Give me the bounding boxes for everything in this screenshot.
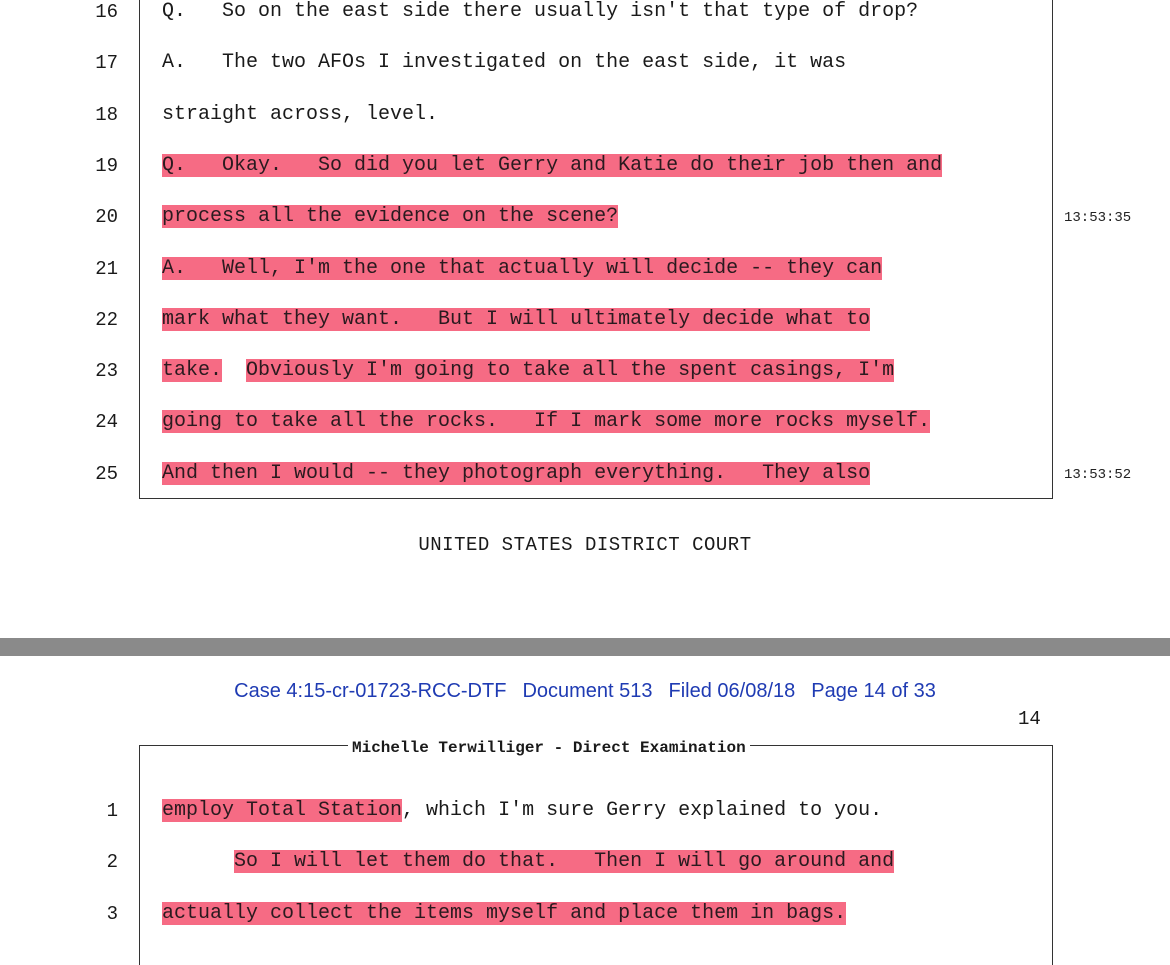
transcript-line <box>162 462 870 486</box>
transcript-line <box>162 103 438 127</box>
line-number: 20 <box>95 206 118 229</box>
line-number: 21 <box>95 257 118 280</box>
filed-date: Filed 06/08/18 <box>668 680 796 702</box>
page-separator <box>0 638 1170 656</box>
timestamp: 13:53:52 <box>1064 466 1132 483</box>
highlighted-text: Obviously I'm going to take all the spent casings, I'm <box>246 359 895 383</box>
case-number: Case 4:15-cr-01723-RCC-DTF <box>234 680 507 702</box>
line-number: 24 <box>95 411 118 434</box>
transcript-line <box>162 154 942 178</box>
highlighted-text: going to take all the rocks. If I mark some more rocks myself. <box>162 410 931 434</box>
timestamp: 13:53:35 <box>1064 210 1132 227</box>
transcript-line <box>162 410 930 434</box>
transcript-line <box>162 902 846 926</box>
line-number: 25 <box>95 462 118 485</box>
section-title: Michelle Terwilliger - Direct Examination <box>348 738 750 758</box>
line-number: 19 <box>95 154 118 177</box>
page-count: Page 14 of 33 <box>811 680 936 702</box>
line-number: 2 <box>106 851 118 874</box>
line-number: 16 <box>95 1 118 23</box>
transcript-line <box>162 51 846 75</box>
transcript-line <box>162 0 918 24</box>
line-text: , which I'm sure Gerry explained to you. <box>402 799 883 822</box>
transcript-page-14 <box>0 656 1170 954</box>
highlighted-text: A. Well, I'm the one that actually will decide -- they can <box>162 256 883 280</box>
line-number: 1 <box>106 800 118 822</box>
line-number: 22 <box>95 308 118 331</box>
transcript-line <box>162 850 894 874</box>
transcript-line <box>162 359 894 383</box>
line-text <box>162 850 234 873</box>
page-number: 14 <box>1018 708 1041 730</box>
line-text: Q. So on the east side there usually isn't that type of drop? <box>162 0 919 23</box>
line-text <box>222 359 246 382</box>
highlighted-text: employ Total Station <box>162 799 403 822</box>
highlighted-text: And then I would -- they photograph everything. They also <box>162 461 871 485</box>
line-text: straight across, level. <box>162 102 439 126</box>
filing-header <box>0 680 1170 703</box>
page-footer: UNITED STATES DISTRICT COURT <box>418 534 752 556</box>
highlighted-text: mark what they want. But I will ultimately decide what to <box>162 307 871 331</box>
transcript-line <box>162 205 618 229</box>
highlighted-text: Q. Okay. So did you let Gerry and Katie do their job then and <box>162 153 943 177</box>
line-number: 17 <box>95 52 118 75</box>
line-number: 18 <box>95 103 118 126</box>
highlighted-text: So I will let them do that. Then I will go around and <box>234 850 895 874</box>
highlighted-text: process all the evidence on the scene? <box>162 205 619 229</box>
transcript-line <box>162 308 870 332</box>
line-number: 3 <box>106 902 118 925</box>
line-number: 23 <box>95 360 118 383</box>
transcript-line <box>162 799 882 823</box>
transcript-line <box>162 257 882 281</box>
highlighted-text: actually collect the items myself and place them in bags. <box>162 901 847 925</box>
highlighted-text: take. <box>162 359 223 383</box>
line-text: A. The two AFOs I investigated on the east side, it was <box>162 51 847 75</box>
document-number: Document 513 <box>522 680 653 702</box>
